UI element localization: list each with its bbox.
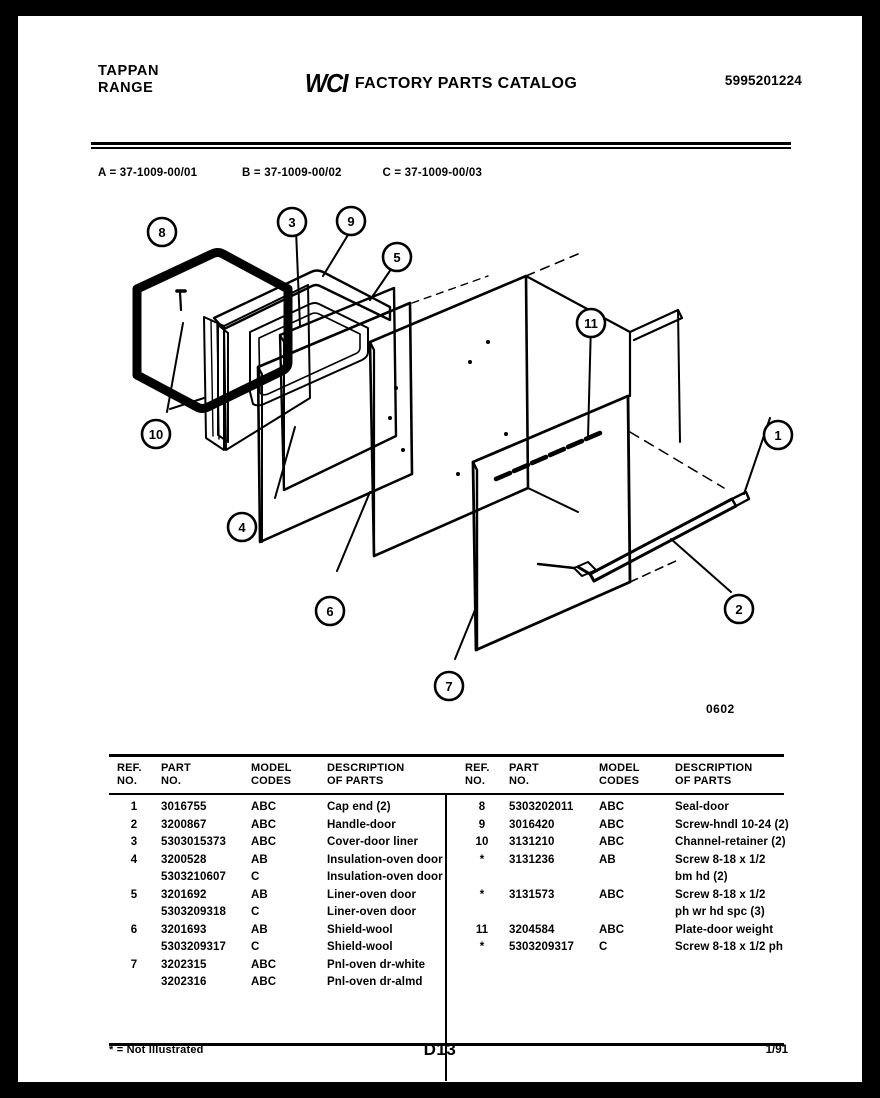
- cell-ref: 8: [478, 801, 486, 813]
- brand-category: RANGE: [98, 80, 154, 96]
- cell-part-number: 3200867: [161, 818, 207, 831]
- callout-3: [278, 208, 306, 236]
- cell-model-codes: ABC: [599, 923, 625, 936]
- callout-6: [316, 597, 344, 625]
- cell-description: Shield-wool: [327, 923, 393, 936]
- cell-model-codes: AB: [251, 888, 268, 901]
- cell-description: Pnl-oven dr-white: [327, 958, 426, 971]
- parts-table: [109, 754, 789, 1046]
- svg-text:7: 7: [445, 679, 453, 694]
- cell-ref: 6: [130, 923, 138, 936]
- cell-ref: *: [479, 941, 485, 953]
- cell-description: Screw 8-18 x 1/2: [675, 853, 766, 866]
- callout-7: [435, 672, 463, 700]
- cell-description: Seal-door: [675, 801, 729, 813]
- cell-part-number: 3131573: [509, 888, 555, 901]
- cell-model-codes: ABC: [599, 801, 625, 813]
- svg-text:2: 2: [735, 602, 743, 617]
- callout-11: [577, 309, 605, 337]
- header-ref-left: REF. NO.: [117, 761, 142, 787]
- cell-model-codes: AB: [599, 853, 616, 866]
- cell-ref: 11: [475, 923, 489, 936]
- cell-description-cont: bm hd (2): [675, 871, 728, 883]
- cell-model-codes: C: [599, 941, 608, 953]
- cell-model-codes: AB: [251, 923, 268, 936]
- cell-ref: *: [479, 853, 485, 866]
- callout-10: [142, 420, 170, 448]
- callout-2: [725, 595, 753, 623]
- leader-6: [337, 492, 370, 571]
- cell-ref: 2: [130, 818, 138, 831]
- oven-door-panel: [473, 396, 630, 650]
- svg-text:9: 9: [347, 214, 355, 229]
- cell-model-codes: ABC: [599, 888, 625, 901]
- cell-model-codes: ABC: [251, 818, 277, 831]
- cell-description: Shield-wool: [327, 941, 393, 953]
- cell-ref: 10: [475, 836, 489, 848]
- svg-text:4: 4: [238, 520, 246, 535]
- cell-model-codes: C: [251, 871, 260, 883]
- cell-part-number: 5303209317: [161, 941, 226, 953]
- cell-part-number: 5303209318: [161, 906, 226, 918]
- brand-name: TAPPAN: [98, 63, 160, 79]
- cell-part-number: 3204584: [509, 923, 555, 936]
- callout-group: [142, 207, 792, 700]
- cell-description: Handle-door: [327, 818, 396, 831]
- exploded-parts-diagram: [18, 192, 862, 732]
- header-desc-left: DESCRIPTION OF PARTS: [327, 761, 405, 787]
- svg-text:8: 8: [158, 225, 166, 240]
- cell-description: Pnl-oven dr-almd: [327, 976, 423, 988]
- cell-description: Cover-door liner: [327, 836, 419, 848]
- model-code-a: A = 37-1009-00/01: [98, 167, 198, 179]
- cell-part-number: 3016420: [509, 818, 555, 831]
- drawing-code: 0602: [706, 702, 735, 716]
- svg-text:10: 10: [148, 427, 164, 442]
- table-body: [109, 795, 789, 1043]
- wci-logo-mark: WCI: [304, 68, 348, 98]
- cell-description: Liner-oven door: [327, 906, 417, 918]
- cell-model-codes: C: [251, 906, 260, 918]
- not-illustrated-note: * = Not Illustrated: [109, 1044, 204, 1056]
- page-number: D13: [423, 1040, 457, 1059]
- cell-description: Channel-retainer (2): [675, 836, 786, 848]
- callout-9: [337, 207, 365, 235]
- leader-7: [455, 610, 475, 659]
- table-column-divider: [445, 795, 447, 1081]
- cell-model-codes: ABC: [599, 818, 625, 831]
- cell-ref: 3: [130, 836, 138, 848]
- cell-description: Screw 8-18 x 1/2 ph: [675, 941, 784, 953]
- callout-5: [383, 243, 411, 271]
- cell-part-number: 3131210: [509, 836, 555, 848]
- cell-description: Screw 8-18 x 1/2: [675, 888, 766, 901]
- cell-description: Insulation-oven door: [327, 853, 443, 866]
- cell-ref: *: [479, 888, 485, 901]
- leader-2: [671, 539, 731, 592]
- cell-model-codes: ABC: [251, 976, 277, 988]
- cell-ref: 1: [130, 801, 138, 813]
- cell-part-number: 3016755: [161, 801, 207, 813]
- cell-part-number: 5303210607: [161, 871, 226, 883]
- svg-text:3: 3: [288, 215, 296, 230]
- cell-model-codes: AB: [251, 853, 268, 866]
- svg-text:6: 6: [326, 604, 334, 619]
- cell-part-number: 5303015373: [161, 836, 226, 848]
- callout-1: [764, 421, 792, 449]
- model-code-b: B = 37-1009-00/02: [242, 167, 342, 179]
- header-part-left: PART NO.: [161, 761, 191, 787]
- cell-model-codes: ABC: [251, 836, 277, 848]
- cell-part-number: 3201693: [161, 923, 207, 936]
- cell-model-codes: C: [251, 941, 260, 953]
- model-code-legend: [98, 167, 482, 179]
- cell-part-number: 5303202011: [509, 801, 574, 813]
- catalog-page: [18, 16, 862, 1082]
- header-model-left: MODEL CODES: [251, 761, 292, 787]
- cell-model-codes: ABC: [251, 958, 277, 971]
- cell-description: Insulation-oven door: [327, 871, 443, 883]
- cell-part-number: 3201692: [161, 888, 207, 901]
- callout-4: [228, 513, 256, 541]
- cell-description-cont: ph wr hd spc (3): [675, 906, 765, 918]
- table-header-row: [109, 757, 784, 793]
- revision-date: 1/91: [765, 1044, 788, 1056]
- cell-description: Cap end (2): [327, 801, 391, 813]
- catalog-title: FACTORY PARTS CATALOG: [354, 75, 578, 92]
- callout-8: [148, 218, 176, 246]
- svg-text:11: 11: [584, 316, 598, 331]
- cell-model-codes: ABC: [251, 801, 277, 813]
- svg-text:5: 5: [393, 250, 401, 265]
- leader-9: [323, 230, 351, 276]
- cell-ref: 4: [130, 853, 138, 866]
- catalog-number: 5995201224: [724, 73, 802, 88]
- cell-part-number: 3131236: [509, 853, 555, 866]
- header-desc-right: DESCRIPTION OF PARTS: [675, 761, 753, 787]
- header-part-right: PART NO.: [509, 761, 539, 787]
- cell-model-codes: ABC: [599, 836, 625, 848]
- leader-11: [588, 323, 591, 438]
- header-model-right: MODEL CODES: [599, 761, 640, 787]
- cell-description: Screw-hndl 10-24 (2): [675, 818, 789, 831]
- header-divider: [91, 142, 791, 149]
- cell-part-number: 3200528: [161, 853, 207, 866]
- cell-ref: 9: [478, 818, 486, 831]
- cell-description: Plate-door weight: [675, 923, 774, 936]
- cap-end: [732, 492, 749, 506]
- cell-ref: 5: [130, 888, 138, 901]
- header-ref-right: REF. NO.: [465, 761, 490, 787]
- cell-ref: 7: [130, 958, 138, 971]
- cell-part-number: 3202315: [161, 958, 207, 971]
- cell-description: Liner-oven door: [327, 888, 417, 901]
- cell-part-number: 3202316: [161, 976, 207, 988]
- model-code-c: C = 37-1009-00/03: [382, 167, 483, 179]
- svg-text:1: 1: [774, 428, 782, 443]
- cell-part-number: 5303209317: [509, 941, 574, 953]
